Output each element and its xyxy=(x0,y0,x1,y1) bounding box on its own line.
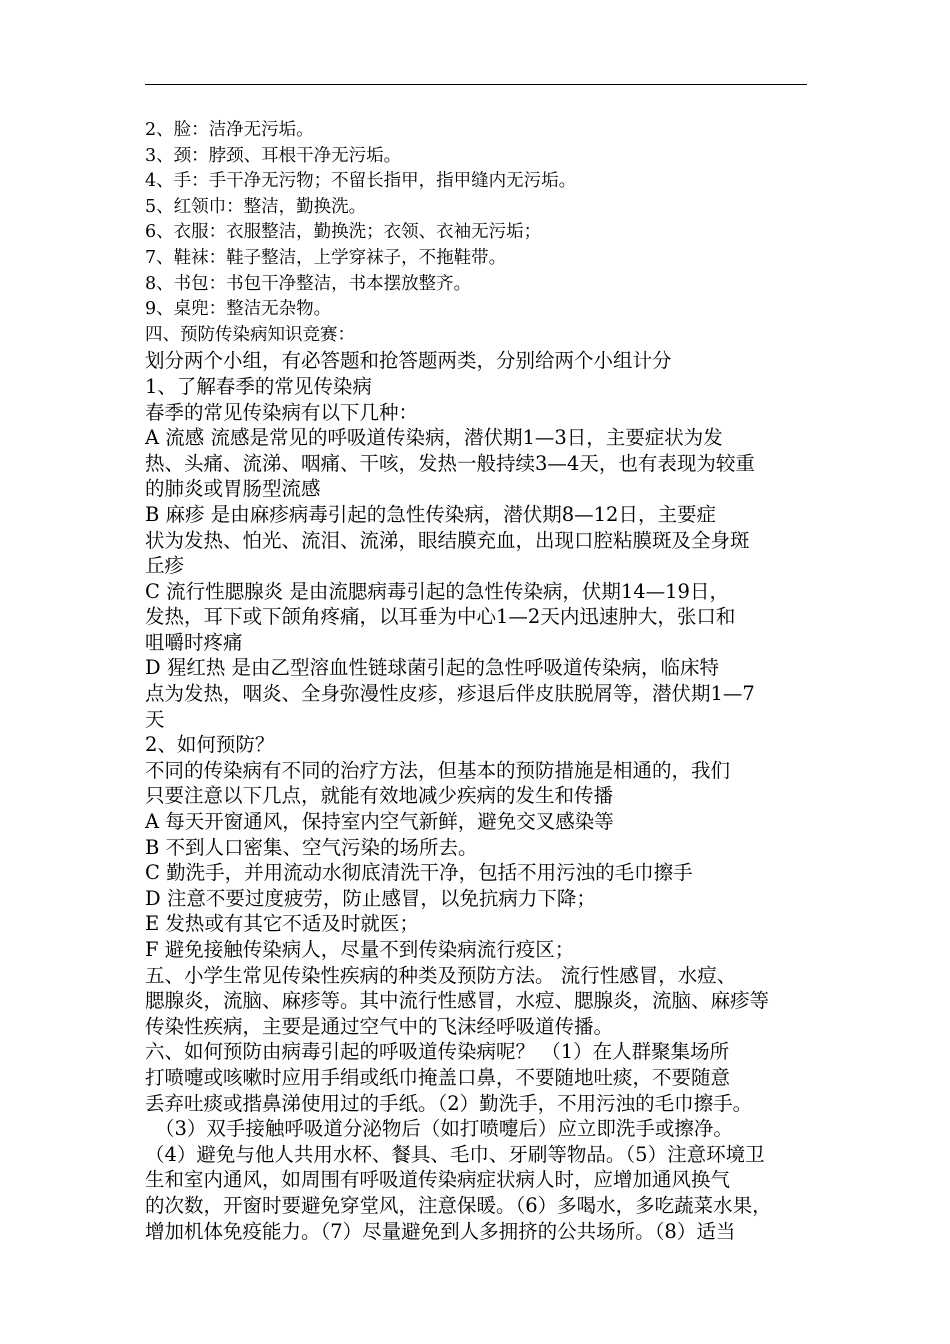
header-rule xyxy=(145,84,807,85)
text-line: 划分两个小组，有必答题和抢答题两类，分别给两个小组计分 xyxy=(145,349,672,373)
text-line: B 麻疹 是由麻疹病毒引起的急性传染病，潜伏期8—12日，主要症 xyxy=(145,502,716,526)
text-line: C 流行性腮腺炎 是由流腮病毒引起的急性传染病，伏期14—19日， xyxy=(145,579,729,603)
text-line: B 不到人口密集、空气污染的场所去。 xyxy=(145,835,478,859)
document-body xyxy=(145,118,810,1244)
text-line: （3）双手接触呼吸道分泌物后（如打喷嚏后）应立即洗手或擦净。 xyxy=(155,1117,733,1141)
text-line: D 注意不要过度疲劳，防止感冒，以免抗病力下降； xyxy=(145,886,596,910)
text-line: 5、红领巾：整洁，勤换洗。 xyxy=(145,196,367,217)
text-line: 六、如何预防由病毒引起的呼吸道传染病呢？ （1）在人群聚集场所 xyxy=(145,1040,730,1064)
text-line: 2、脸：洁净无污垢。 xyxy=(145,120,314,140)
text-line: 3、颈：脖颈、耳根干净无污垢。 xyxy=(145,145,402,166)
text-line: 9、桌兜：整洁无杂物。 xyxy=(145,299,332,320)
text-line: 四、预防传染病知识竞赛： xyxy=(145,324,355,345)
text-line: 丘疹 xyxy=(145,554,185,578)
text-line: 状为发热、怕光、流泪、流涕，眼结膜充血，出现口腔粘膜斑及全身斑 xyxy=(145,528,750,552)
text-line: 丢弃吐痰或揩鼻涕使用过的手纸。（2）勤洗手，不用污浊的毛巾擦手。 xyxy=(145,1091,753,1115)
text-line: 1、了解春季的常见传染病 xyxy=(145,374,372,398)
text-line: 6、衣服：衣服整洁，勤换洗；衣领、衣袖无污垢； xyxy=(145,222,542,243)
text-line: 腮腺炎，流脑、麻疹等。其中流行性感冒，水痘、腮腺炎，流脑、麻疹等 xyxy=(145,989,770,1013)
text-line: D 猩红热 是由乙型溶血性链球菌引起的急性呼吸道传染病，临床特 xyxy=(145,656,720,680)
text-line: C 勤洗手，并用流动水彻底清洗干净，包括不用污浊的毛巾擦手 xyxy=(145,861,693,885)
text-line: 7、鞋袜：鞋子整洁，上学穿袜子，不拖鞋带。 xyxy=(145,247,507,268)
text-line: 不同的传染病有不同的治疗方法，但基本的预防措施是相通的，我们 xyxy=(145,758,731,782)
text-line: A 流感 流感是常见的呼吸道传染病，潜伏期1—3日，主要症状为发 xyxy=(145,426,723,450)
text-line: 春季的常见传染病有以下几种： xyxy=(145,400,419,424)
text-line: 天 xyxy=(145,707,165,731)
text-line: 打喷嚏或咳嗽时应用手绢或纸巾掩盖口鼻，不要随地吐痰，不要随意 xyxy=(145,1065,731,1089)
text-line: E 发热或有其它不适及时就医； xyxy=(145,912,419,936)
text-line: （4）避免与他人共用水杯、餐具、毛巾、牙刷等物品。（5）注意环境卫 xyxy=(145,1142,765,1166)
text-line: 只要注意以下几点，就能有效地减少疾病的发生和传播 xyxy=(145,784,614,808)
text-line: 热、头痛、流涕、咽痛、干咳，发热一般持续3—4天，也有表现为较重 xyxy=(145,451,755,475)
text-line: 生和室内通风，如周围有呼吸道传染病症状病人时，应增加通风换气 xyxy=(145,1168,731,1192)
text-line: 4、手：手干净无污物；不留长指甲，指甲缝内无污垢。 xyxy=(145,171,577,192)
text-line: 2、如何预防？ xyxy=(145,733,275,757)
text-line: 发热，耳下或下颌角疼痛，以耳垂为中心1—2天内迅速肿大，张口和 xyxy=(145,605,736,629)
text-line: 增加机体免疫能力。（7）尽量避免到人多拥挤的公共场所。（8）适当 xyxy=(145,1219,736,1243)
text-line: 的肺炎或胃肠型流感 xyxy=(145,477,321,501)
text-line: 8、书包：书包干净整洁，书本摆放整齐。 xyxy=(145,273,472,294)
text-line: 咀嚼时疼痛 xyxy=(145,630,243,654)
text-line: F 避免接触传染病人，尽量不到传染病流行疫区； xyxy=(145,938,575,961)
text-line: A 每天开窗通风，保持室内空气新鲜，避免交叉感染等 xyxy=(145,810,614,834)
text-line: 五、小学生常见传染性疾病的种类及预防方法。 流行性感冒，水痘、 xyxy=(145,963,737,987)
text-line: 的次数，开窗时要避免穿堂风，注意保暖。（6）多喝水，多吃蔬菜水果， xyxy=(145,1193,772,1217)
text-line: 点为发热，咽炎、全身弥漫性皮疹，疹退后伴皮肤脱屑等，潜伏期1—7 xyxy=(145,682,755,706)
text-line: 传染性疾病，主要是通过空气中的飞沫经呼吸道传播。 xyxy=(145,1014,614,1038)
